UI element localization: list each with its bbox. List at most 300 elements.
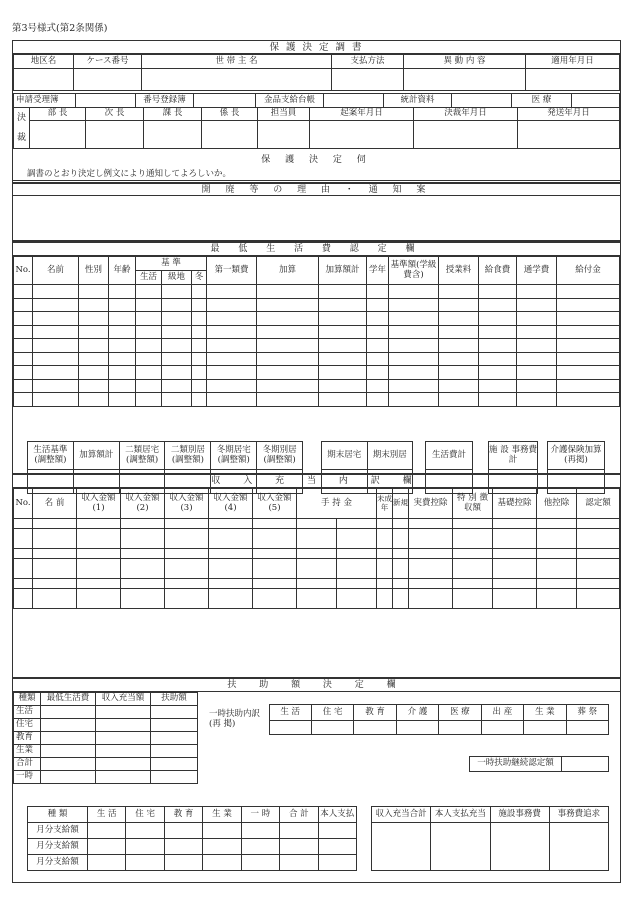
table-cell[interactable] <box>377 579 393 589</box>
header-change-field[interactable] <box>404 69 526 91</box>
table-cell[interactable] <box>257 325 319 339</box>
monthly-right-field[interactable] <box>490 823 549 871</box>
table-cell[interactable] <box>109 298 136 312</box>
table-cell[interactable] <box>192 366 207 380</box>
table-cell[interactable] <box>165 529 209 549</box>
table-cell[interactable] <box>109 339 136 353</box>
table-cell[interactable] <box>14 549 33 559</box>
table-cell[interactable] <box>517 325 557 339</box>
table-cell[interactable] <box>164 823 202 839</box>
table-cell[interactable] <box>537 519 577 529</box>
table-cell[interactable] <box>207 366 257 380</box>
table-cell[interactable] <box>209 579 253 589</box>
table-cell[interactable] <box>88 839 126 855</box>
table-cell[interactable] <box>151 758 198 771</box>
table-cell[interactable] <box>33 529 77 549</box>
ledger-application-field[interactable] <box>76 94 136 108</box>
table-cell[interactable] <box>280 855 318 871</box>
table-cell[interactable] <box>479 339 517 353</box>
table-cell[interactable] <box>33 589 77 609</box>
table-cell[interactable] <box>319 339 367 353</box>
table-cell[interactable] <box>453 559 493 579</box>
table-cell[interactable] <box>151 706 198 719</box>
table-cell[interactable] <box>257 285 319 299</box>
ichiji-field[interactable] <box>311 721 353 735</box>
table-cell[interactable] <box>517 285 557 299</box>
table-cell[interactable] <box>77 529 121 549</box>
table-cell[interactable] <box>297 529 337 549</box>
table-cell[interactable] <box>479 298 517 312</box>
table-cell[interactable] <box>493 519 537 529</box>
table-cell[interactable] <box>393 529 409 549</box>
table-cell[interactable] <box>109 325 136 339</box>
table-cell[interactable] <box>367 285 389 299</box>
approval-seal[interactable] <box>258 121 310 149</box>
table-cell[interactable] <box>162 379 192 393</box>
table-cell[interactable] <box>88 855 126 871</box>
table-cell[interactable] <box>162 352 192 366</box>
table-cell[interactable] <box>164 855 202 871</box>
table-cell[interactable] <box>253 519 297 529</box>
table-cell[interactable] <box>479 285 517 299</box>
table-cell[interactable] <box>207 298 257 312</box>
table-cell[interactable] <box>297 549 337 559</box>
table-cell[interactable] <box>393 589 409 609</box>
table-cell[interactable] <box>393 579 409 589</box>
table-cell[interactable] <box>151 719 198 732</box>
table-cell[interactable] <box>79 325 109 339</box>
table-cell[interactable] <box>439 379 479 393</box>
table-cell[interactable] <box>319 393 367 407</box>
table-cell[interactable] <box>318 823 356 839</box>
table-cell[interactable] <box>439 325 479 339</box>
table-cell[interactable] <box>319 285 367 299</box>
table-cell[interactable] <box>409 519 453 529</box>
table-cell[interactable] <box>79 366 109 380</box>
table-cell[interactable] <box>557 339 620 353</box>
table-cell[interactable] <box>389 352 439 366</box>
table-cell[interactable] <box>109 379 136 393</box>
table-cell[interactable] <box>493 579 537 589</box>
table-cell[interactable] <box>319 325 367 339</box>
table-cell[interactable] <box>33 559 77 579</box>
table-cell[interactable] <box>33 519 77 529</box>
table-cell[interactable] <box>162 366 192 380</box>
table-cell[interactable] <box>33 325 79 339</box>
table-cell[interactable] <box>257 339 319 353</box>
table-cell[interactable] <box>453 529 493 549</box>
table-cell[interactable] <box>192 298 207 312</box>
table-cell[interactable] <box>33 379 79 393</box>
table-cell[interactable] <box>14 519 33 529</box>
table-cell[interactable] <box>479 325 517 339</box>
table-cell[interactable] <box>537 529 577 549</box>
table-cell[interactable] <box>136 285 162 299</box>
table-cell[interactable] <box>121 589 165 609</box>
table-cell[interactable] <box>319 312 367 326</box>
table-cell[interactable] <box>41 771 96 784</box>
approval-seal[interactable] <box>144 121 202 149</box>
table-cell[interactable] <box>389 339 439 353</box>
table-cell[interactable] <box>377 519 393 529</box>
header-householder-field[interactable] <box>142 69 332 91</box>
table-cell[interactable] <box>33 366 79 380</box>
table-cell[interactable] <box>479 352 517 366</box>
table-cell[interactable] <box>241 839 279 855</box>
table-cell[interactable] <box>257 393 319 407</box>
table-cell[interactable] <box>165 559 209 579</box>
table-cell[interactable] <box>557 285 620 299</box>
table-cell[interactable] <box>367 298 389 312</box>
table-cell[interactable] <box>367 366 389 380</box>
table-cell[interactable] <box>409 549 453 559</box>
table-cell[interactable] <box>557 379 620 393</box>
table-cell[interactable] <box>439 393 479 407</box>
table-cell[interactable] <box>453 549 493 559</box>
table-cell[interactable] <box>517 366 557 380</box>
table-cell[interactable] <box>280 839 318 855</box>
table-cell[interactable] <box>207 325 257 339</box>
table-cell[interactable] <box>203 823 241 839</box>
table-cell[interactable] <box>33 285 79 299</box>
table-cell[interactable] <box>162 312 192 326</box>
table-cell[interactable] <box>14 339 33 353</box>
table-cell[interactable] <box>33 312 79 326</box>
header-date-field[interactable] <box>526 69 620 91</box>
table-cell[interactable] <box>121 579 165 589</box>
table-cell[interactable] <box>253 549 297 559</box>
table-cell[interactable] <box>136 325 162 339</box>
table-cell[interactable] <box>253 559 297 579</box>
table-cell[interactable] <box>77 519 121 529</box>
approval-seal[interactable] <box>202 121 258 149</box>
table-cell[interactable] <box>367 352 389 366</box>
table-cell[interactable] <box>209 559 253 579</box>
table-cell[interactable] <box>165 579 209 589</box>
table-cell[interactable] <box>96 732 151 745</box>
table-cell[interactable] <box>439 312 479 326</box>
table-cell[interactable] <box>377 559 393 579</box>
table-cell[interactable] <box>79 312 109 326</box>
table-cell[interactable] <box>557 325 620 339</box>
table-cell[interactable] <box>79 352 109 366</box>
table-cell[interactable] <box>337 549 377 559</box>
table-cell[interactable] <box>393 549 409 559</box>
header-payment-field[interactable] <box>332 69 404 91</box>
table-cell[interactable] <box>121 529 165 549</box>
table-cell[interactable] <box>319 379 367 393</box>
table-cell[interactable] <box>253 579 297 589</box>
table-cell[interactable] <box>33 298 79 312</box>
table-cell[interactable] <box>517 379 557 393</box>
ichiji-field[interactable] <box>566 721 608 735</box>
table-cell[interactable] <box>367 393 389 407</box>
table-cell[interactable] <box>241 855 279 871</box>
table-cell[interactable] <box>479 366 517 380</box>
table-cell[interactable] <box>319 298 367 312</box>
table-cell[interactable] <box>479 312 517 326</box>
table-cell[interactable] <box>162 325 192 339</box>
table-cell[interactable] <box>257 312 319 326</box>
ichiji-field[interactable] <box>396 721 438 735</box>
table-cell[interactable] <box>253 529 297 549</box>
table-cell[interactable] <box>192 312 207 326</box>
table-cell[interactable] <box>557 393 620 407</box>
ledger-medical-field[interactable] <box>572 94 620 108</box>
table-cell[interactable] <box>318 839 356 855</box>
table-cell[interactable] <box>203 855 241 871</box>
table-cell[interactable] <box>297 559 337 579</box>
table-cell[interactable] <box>136 352 162 366</box>
header-case-field[interactable] <box>74 69 142 91</box>
table-cell[interactable] <box>77 559 121 579</box>
table-cell[interactable] <box>33 352 79 366</box>
monthly-right-field[interactable] <box>431 823 490 871</box>
table-cell[interactable] <box>136 393 162 407</box>
table-cell[interactable] <box>577 519 620 529</box>
table-cell[interactable] <box>377 589 393 609</box>
table-cell[interactable] <box>136 366 162 380</box>
table-cell[interactable] <box>377 549 393 559</box>
table-cell[interactable] <box>577 589 620 609</box>
table-cell[interactable] <box>389 312 439 326</box>
table-cell[interactable] <box>389 298 439 312</box>
table-cell[interactable] <box>389 393 439 407</box>
table-cell[interactable] <box>439 339 479 353</box>
table-cell[interactable] <box>257 366 319 380</box>
table-cell[interactable] <box>79 298 109 312</box>
table-cell[interactable] <box>14 393 33 407</box>
ichiji-field[interactable] <box>481 721 523 735</box>
table-cell[interactable] <box>79 379 109 393</box>
table-cell[interactable] <box>577 529 620 549</box>
table-cell[interactable] <box>41 732 96 745</box>
ichiji-field[interactable] <box>439 721 481 735</box>
table-cell[interactable] <box>209 519 253 529</box>
table-cell[interactable] <box>121 559 165 579</box>
table-cell[interactable] <box>33 393 79 407</box>
table-cell[interactable] <box>517 393 557 407</box>
table-cell[interactable] <box>14 366 33 380</box>
table-cell[interactable] <box>79 339 109 353</box>
table-cell[interactable] <box>409 559 453 579</box>
table-cell[interactable] <box>207 393 257 407</box>
table-cell[interactable] <box>77 579 121 589</box>
table-cell[interactable] <box>14 352 33 366</box>
table-cell[interactable] <box>409 589 453 609</box>
table-cell[interactable] <box>192 339 207 353</box>
table-cell[interactable] <box>136 379 162 393</box>
table-cell[interactable] <box>393 559 409 579</box>
table-cell[interactable] <box>109 352 136 366</box>
table-cell[interactable] <box>367 379 389 393</box>
ichiji-field[interactable] <box>524 721 566 735</box>
approval-seal[interactable] <box>30 121 86 149</box>
table-cell[interactable] <box>517 352 557 366</box>
table-cell[interactable] <box>257 379 319 393</box>
table-cell[interactable] <box>577 559 620 579</box>
table-cell[interactable] <box>109 312 136 326</box>
table-cell[interactable] <box>517 339 557 353</box>
table-cell[interactable] <box>439 366 479 380</box>
ichiji-field[interactable] <box>354 721 396 735</box>
table-cell[interactable] <box>41 706 96 719</box>
table-cell[interactable] <box>337 579 377 589</box>
table-cell[interactable] <box>337 529 377 549</box>
table-cell[interactable] <box>109 285 136 299</box>
table-cell[interactable] <box>151 771 198 784</box>
table-cell[interactable] <box>493 589 537 609</box>
table-cell[interactable] <box>136 298 162 312</box>
table-cell[interactable] <box>493 549 537 559</box>
table-cell[interactable] <box>192 325 207 339</box>
table-cell[interactable] <box>33 549 77 559</box>
approval-seal[interactable] <box>518 121 620 149</box>
table-cell[interactable] <box>96 758 151 771</box>
table-cell[interactable] <box>337 559 377 579</box>
table-cell[interactable] <box>109 366 136 380</box>
table-cell[interactable] <box>207 285 257 299</box>
table-cell[interactable] <box>96 771 151 784</box>
table-cell[interactable] <box>389 285 439 299</box>
table-cell[interactable] <box>121 519 165 529</box>
ledger-goods-field[interactable] <box>324 94 384 108</box>
table-cell[interactable] <box>126 839 164 855</box>
table-cell[interactable] <box>409 529 453 549</box>
table-cell[interactable] <box>557 352 620 366</box>
table-cell[interactable] <box>162 393 192 407</box>
table-cell[interactable] <box>96 706 151 719</box>
table-cell[interactable] <box>192 352 207 366</box>
table-cell[interactable] <box>14 559 33 579</box>
approval-seal[interactable] <box>86 121 144 149</box>
approval-seal[interactable] <box>310 121 414 149</box>
table-cell[interactable] <box>337 519 377 529</box>
table-cell[interactable] <box>537 549 577 559</box>
table-cell[interactable] <box>192 393 207 407</box>
table-cell[interactable] <box>209 549 253 559</box>
table-cell[interactable] <box>41 745 96 758</box>
ledger-number-field[interactable] <box>194 94 256 108</box>
table-cell[interactable] <box>14 285 33 299</box>
table-cell[interactable] <box>96 745 151 758</box>
table-cell[interactable] <box>280 823 318 839</box>
table-cell[interactable] <box>77 549 121 559</box>
ichiji-field[interactable] <box>269 721 311 735</box>
table-cell[interactable] <box>253 589 297 609</box>
table-cell[interactable] <box>209 589 253 609</box>
monthly-right-field[interactable] <box>549 823 608 871</box>
table-cell[interactable] <box>14 529 33 549</box>
table-cell[interactable] <box>109 393 136 407</box>
approval-seal[interactable] <box>414 121 518 149</box>
table-cell[interactable] <box>14 312 33 326</box>
table-cell[interactable] <box>33 579 77 589</box>
table-cell[interactable] <box>367 339 389 353</box>
table-cell[interactable] <box>493 529 537 549</box>
table-cell[interactable] <box>126 823 164 839</box>
table-cell[interactable] <box>192 379 207 393</box>
table-cell[interactable] <box>165 519 209 529</box>
table-cell[interactable] <box>151 745 198 758</box>
table-cell[interactable] <box>165 589 209 609</box>
ledger-stats-field[interactable] <box>452 94 512 108</box>
table-cell[interactable] <box>453 519 493 529</box>
table-cell[interactable] <box>297 519 337 529</box>
table-cell[interactable] <box>479 379 517 393</box>
table-cell[interactable] <box>88 823 126 839</box>
table-cell[interactable] <box>96 719 151 732</box>
table-cell[interactable] <box>121 549 165 559</box>
table-cell[interactable] <box>318 855 356 871</box>
header-district-field[interactable] <box>14 69 74 91</box>
table-cell[interactable] <box>389 325 439 339</box>
table-cell[interactable] <box>79 393 109 407</box>
table-cell[interactable] <box>192 285 207 299</box>
table-cell[interactable] <box>337 589 377 609</box>
table-cell[interactable] <box>319 366 367 380</box>
table-cell[interactable] <box>41 719 96 732</box>
table-cell[interactable] <box>479 393 517 407</box>
table-cell[interactable] <box>14 579 33 589</box>
table-cell[interactable] <box>77 589 121 609</box>
table-cell[interactable] <box>164 839 202 855</box>
table-cell[interactable] <box>517 298 557 312</box>
table-cell[interactable] <box>393 519 409 529</box>
table-cell[interactable] <box>136 312 162 326</box>
monthly-right-field[interactable] <box>372 823 431 871</box>
table-cell[interactable] <box>203 839 241 855</box>
table-cell[interactable] <box>14 379 33 393</box>
table-cell[interactable] <box>389 379 439 393</box>
table-cell[interactable] <box>377 529 393 549</box>
table-cell[interactable] <box>79 285 109 299</box>
table-cell[interactable] <box>557 298 620 312</box>
table-cell[interactable] <box>151 732 198 745</box>
table-cell[interactable] <box>409 579 453 589</box>
table-cell[interactable] <box>14 325 33 339</box>
table-cell[interactable] <box>439 298 479 312</box>
table-cell[interactable] <box>537 579 577 589</box>
table-cell[interactable] <box>389 366 439 380</box>
table-cell[interactable] <box>517 312 557 326</box>
table-cell[interactable] <box>439 352 479 366</box>
table-cell[interactable] <box>297 589 337 609</box>
table-cell[interactable] <box>493 559 537 579</box>
table-cell[interactable] <box>162 285 192 299</box>
table-cell[interactable] <box>577 579 620 589</box>
table-cell[interactable] <box>207 339 257 353</box>
table-cell[interactable] <box>257 352 319 366</box>
table-cell[interactable] <box>367 325 389 339</box>
table-cell[interactable] <box>162 339 192 353</box>
table-cell[interactable] <box>453 589 493 609</box>
table-cell[interactable] <box>577 549 620 559</box>
table-cell[interactable] <box>165 549 209 559</box>
table-cell[interactable] <box>297 579 337 589</box>
table-cell[interactable] <box>319 352 367 366</box>
table-cell[interactable] <box>453 579 493 589</box>
table-cell[interactable] <box>14 298 33 312</box>
reason-field[interactable] <box>13 196 620 241</box>
table-cell[interactable] <box>207 312 257 326</box>
table-cell[interactable] <box>367 312 389 326</box>
table-cell[interactable] <box>136 339 162 353</box>
table-cell[interactable] <box>162 298 192 312</box>
table-cell[interactable] <box>207 352 257 366</box>
table-cell[interactable] <box>126 855 164 871</box>
table-cell[interactable] <box>41 758 96 771</box>
